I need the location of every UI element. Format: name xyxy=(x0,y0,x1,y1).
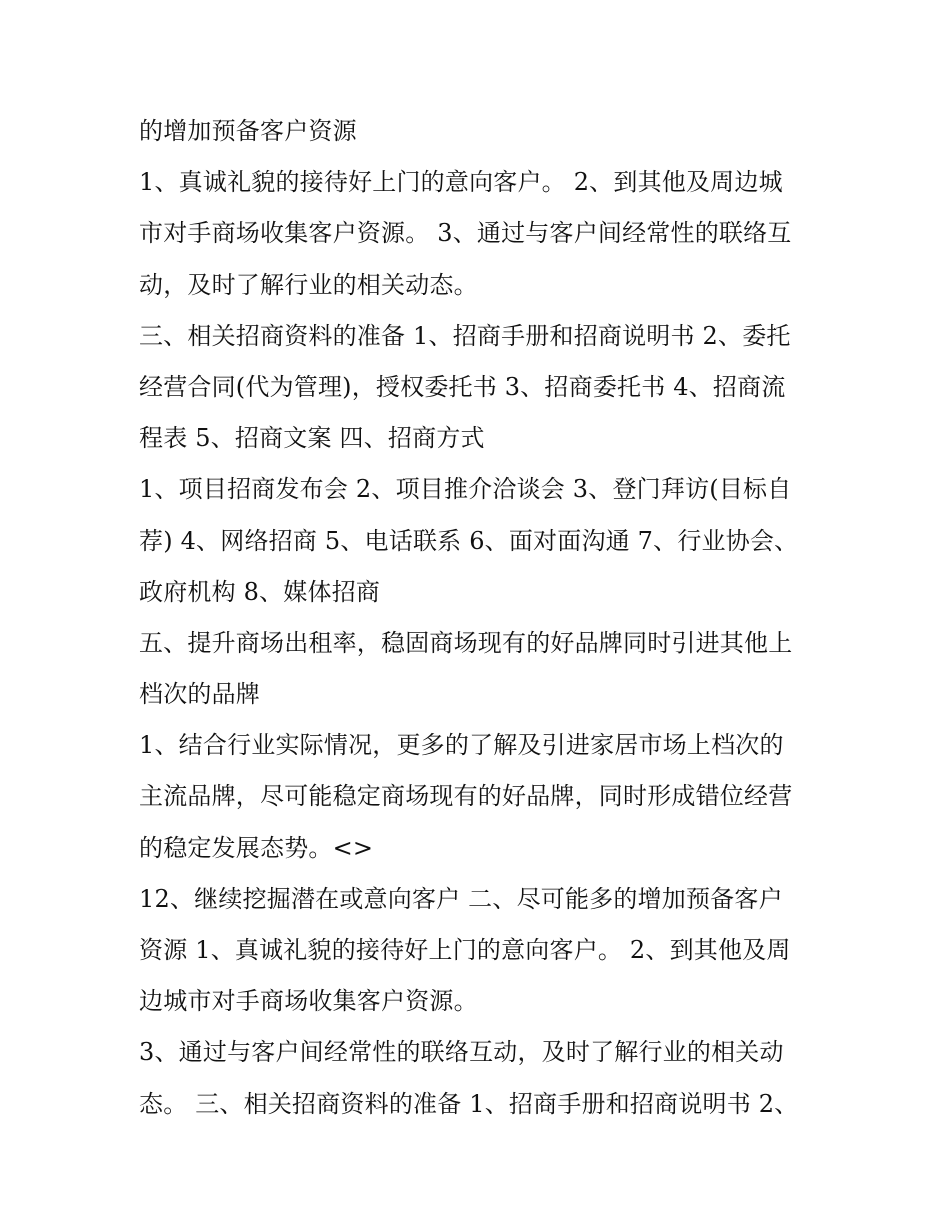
text-line: 1、项目招商发布会 2、项目推介洽谈会 3、登门拜访(目标自 xyxy=(139,475,792,504)
text-line: 经营合同(代为管理)，授权委托书 3、招商委托书 4、招商流 xyxy=(139,372,786,401)
text-line: 市对手商场收集客户资源。 3、通过与客户间经常性的联络互 xyxy=(139,219,792,248)
text-line: 五、提升商场出租率，稳固商场现有的好品牌同时引进其他上 xyxy=(139,628,793,657)
text-line: 3、通过与客户间经常性的联络互动，及时了解行业的相关动 xyxy=(139,1038,784,1067)
text-line: 边城市对手商场收集客户资源。 xyxy=(139,987,478,1016)
text-line: 1、结合行业实际情况，更多的了解及引进家居市场上档次的 xyxy=(139,731,784,760)
text-line: 荐) 4、网络招商 5、电话联系 6、面对面沟通 7、行业协会、 xyxy=(139,526,799,555)
text-line: 的稳定发展态势。<> xyxy=(139,833,374,862)
text-line: 动，及时了解行业的相关动态。 xyxy=(139,270,478,299)
text-line: 程表 5、招商文案 四、招商方式 xyxy=(139,424,485,453)
text-line: 档次的品牌 xyxy=(139,680,260,709)
text-line: 主流品牌，尽可能稳定商场现有的好品牌，同时形成错位经营 xyxy=(139,782,793,811)
text-line: 态。 三、相关招商资料的准备 1、招商手册和招商说明书 2、 xyxy=(139,1089,799,1118)
text-line: 12、继续挖掘潜在或意向客户 二、尽可能多的增加预备客户 xyxy=(139,884,783,913)
text-line: 资源 1、真诚礼貌的接待好上门的意向客户。 2、到其他及周 xyxy=(139,936,791,964)
text-line: 三、相关招商资料的准备 1、招商手册和招商说明书 2、委托 xyxy=(139,321,791,350)
text-line: 1、真诚礼貌的接待好上门的意向客户。 2、到其他及周边城 xyxy=(139,168,783,197)
text-line: 的增加预备客户资源 xyxy=(139,117,357,145)
text-line: 政府机构 8、媒体招商 xyxy=(139,577,381,606)
document-body xyxy=(139,106,829,1130)
